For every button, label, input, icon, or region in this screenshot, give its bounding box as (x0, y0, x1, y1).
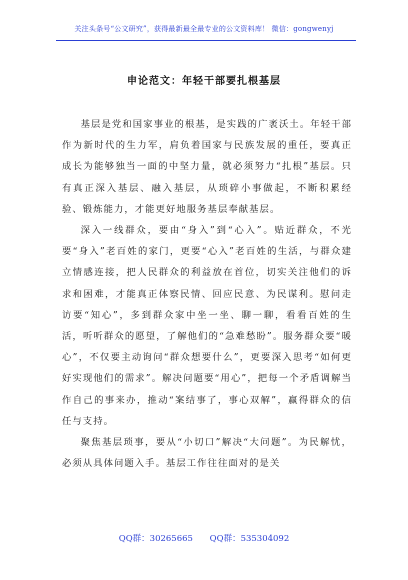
paragraph-3: 聚焦基层琐事，要从“小切口”解决“大问题”。为民解忧，必须从具体问题入手。基层工作往往面对的是关 (62, 437, 352, 470)
header-divider (56, 40, 356, 41)
footer-contact (0, 532, 408, 544)
footer-qq-group-1: QQ群：30265665 (118, 534, 193, 544)
footer-qq-group-2: QQ群：535304092 (209, 534, 290, 544)
header-promo-note: 关注头条号“公文研究”，获得最新最全最专业的公文资料库！ 微信：gongwenyj (74, 25, 334, 33)
paragraph-2: 深入一线群众，要由“身入”到“心入”。贴近群众，不光要“身入”老百姓的家门，更要“心入”老百姓的生活，与群众建立情感连接，把人民群众的利益放在首位，切实关注他们的诉求和困难，才能真正体察民情、回应民意、为民谋利。慰问走访要“知心”，多到群众家中坐一坐、聊一聊，看看百姓的生活，听听群众的愿望，了解他们的“急难愁盼”。服务群众要“暖心”，不仅要主动询问“群众想要什么”，更要深入思考“如何更好实现他们的需求”。解决问题要“用心”，把每一个矛盾调解当作自己的事来办，推动“案结事了，事心双解”，赢得群众的信任与支持。 (62, 225, 352, 427)
paragraph-1: 基层是党和国家事业的根基，是实践的广袤沃土。年轻干部作为新时代的生力军，肩负着国家与民族发展的重任，要真正成长为能够独当一面的中坚力量，就必须努力“扎根”基层。只有真正深入基层、融入基层，从琐碎小事做起，不断积累经验、锻炼能力，才能更好地服务基层奉献基层。 (62, 119, 352, 215)
document-body (62, 114, 352, 474)
document-title: 申论范文：年轻干部要扎根基层 (127, 76, 281, 87)
